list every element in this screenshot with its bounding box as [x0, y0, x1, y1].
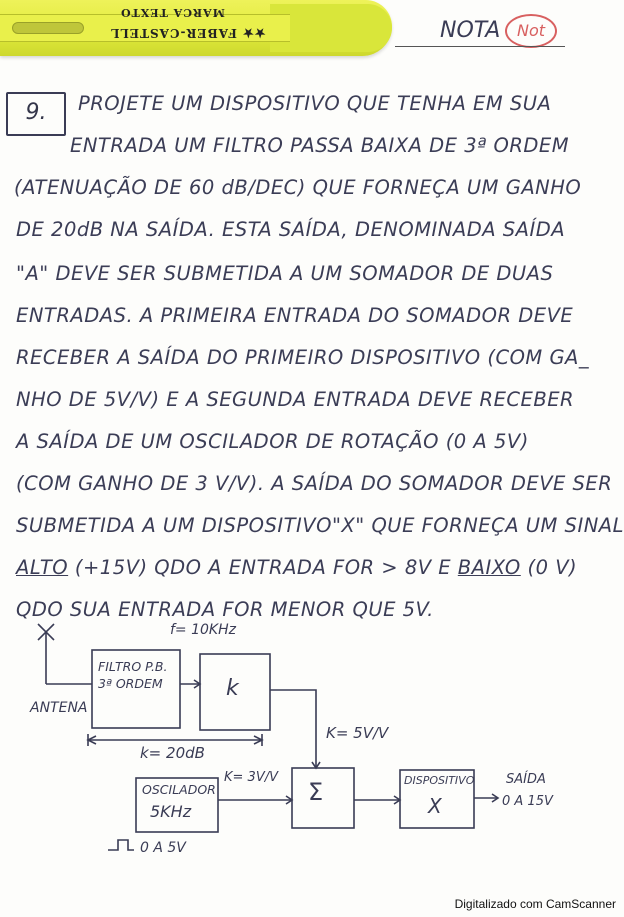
marker-brand-line1: MARCA TEXTO: [120, 6, 225, 19]
gain-span-label: k= 20dB: [140, 744, 205, 762]
gain-block-label: k: [226, 676, 239, 701]
question-line-5: "A" DEVE SER SUBMETIDA A UM SOMADOR DE DUAS: [16, 262, 554, 285]
oscillator-freq: 5KHz: [150, 802, 192, 821]
question-line-9: A SAÍDA DE UM OSCILADOR DE ROTAÇÃO (0 A 5V): [16, 430, 529, 453]
grade-circle: Not: [505, 14, 557, 48]
question-line-1: PROJETE UM DISPOSITIVO QUE TENHA EM SUA: [78, 92, 552, 115]
question-line-13: QDO SUA ENTRADA FOR MENOR QUE 5V.: [16, 598, 434, 621]
k3-label: K= 3V/V: [224, 770, 278, 785]
marker-clip: [12, 22, 84, 34]
highlighter-marker: [0, 0, 392, 56]
device-x-label: X: [428, 794, 442, 818]
question-line-2: ENTRADA UM FILTRO PASSA BAIXA DE 3ª ORDEM: [70, 134, 570, 157]
antenna-label: ANTENA: [30, 700, 88, 716]
question-line-10: (COM GANHO DE 3 V/V). A SAÍDA DO SOMADOR DEVE SER: [16, 472, 613, 495]
oscillator-label: OSCILADOR: [142, 782, 216, 797]
question-line-3: (ATENUAÇÃO DE 60 dB/DEC) QUE FORNEÇA UM GANHO: [14, 176, 582, 199]
sum-symbol: Σ: [308, 778, 324, 806]
alto-word: ALTO: [16, 556, 69, 579]
nota-underline: [395, 46, 565, 47]
nota-label: NOTA: [440, 18, 501, 43]
baixo-value: (0 V): [527, 556, 578, 579]
square-wave: [108, 840, 134, 850]
camscanner-footer: Digitalizado com CamScanner: [454, 897, 616, 911]
square-wave-label: 0 A 5V: [140, 840, 186, 856]
output-label: SAÍDA: [506, 772, 546, 787]
marker-brand-line2: ★★ FABER-CASTELL: [110, 26, 266, 40]
question-line-4: DE 20dB NA SAÍDA. ESTA SAÍDA, DENOMINADA SAÍDA: [16, 218, 566, 241]
question-line-12: [16, 556, 577, 579]
question-line-8: NHO DE 5V/V) E A SEGUNDA ENTRADA DEVE RECEBER: [16, 388, 575, 411]
question-line-7: RECEBER A SAÍDA DO PRIMEIRO DISPOSITIVO (COM GA_: [16, 346, 590, 369]
question-line-6: ENTRADAS. A PRIMEIRA ENTRADA DO SOMADOR DEVE: [16, 304, 574, 327]
alto-value: (+15V): [74, 556, 148, 579]
device-label: DISPOSITIVO: [404, 774, 475, 787]
baixo-word: BAIXO: [457, 556, 521, 579]
block-diagram: [0, 610, 624, 880]
question-line-11: SUBMETIDA A UM DISPOSITIVO"X" QUE FORNEÇA UM SINAL: [16, 514, 624, 537]
filter-label: FILTRO P.B. 3ª ORDEM: [98, 659, 168, 691]
output-range: 0 A 15V: [502, 794, 553, 809]
frequency-label: f= 10KHz: [170, 622, 236, 638]
question-number: 9.: [6, 92, 66, 136]
k5-label: K= 5V/V: [326, 724, 389, 742]
line12-middle: QDO A ENTRADA FOR > 8V E: [154, 556, 452, 579]
